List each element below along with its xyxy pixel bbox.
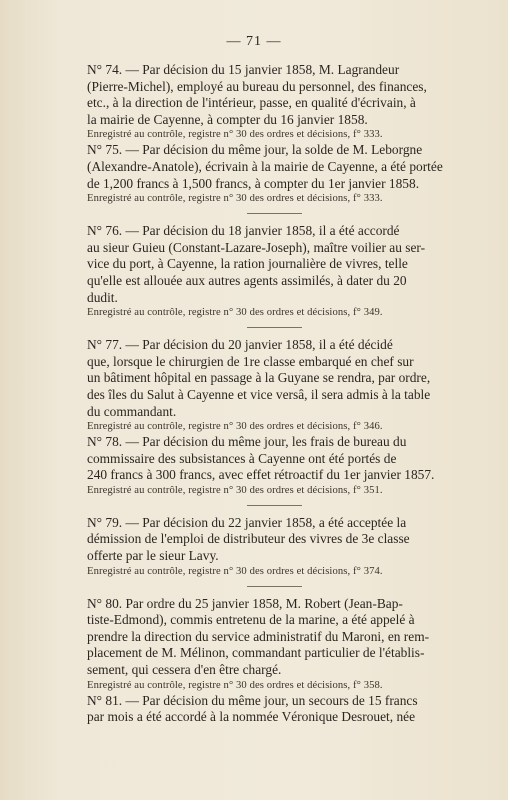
entry-line: prendre la direction du service administratif du Maroni, en rem- bbox=[87, 628, 430, 644]
registration-note: Enregistré au contrôle, registre n° 30 des ordres et décisions, f° 351. bbox=[87, 484, 383, 496]
entry-line: de 1,200 francs à 1,500 francs, à compter du 1er janvier 1858. bbox=[87, 175, 420, 191]
separator-rule bbox=[247, 327, 302, 328]
entry-line: sement, qui cessera d'en être chargé. bbox=[87, 662, 282, 678]
entry-line: N° 75. — Par décision du même jour, la solde de M. Leborgne bbox=[87, 142, 423, 158]
entry-80 bbox=[87, 596, 461, 693]
entry-line: des îles du Salut à Cayenne et vice versâ, il sera admis à la table bbox=[87, 386, 431, 402]
entry-78 bbox=[87, 434, 461, 498]
entry-line: démission de l'emploi de distributeur des vivres de 3e classe bbox=[87, 531, 410, 547]
entry-line: N° 76. — Par décision du 18 janvier 1858, il a été accordé bbox=[87, 223, 400, 239]
entry-line: la mairie de Cayenne, à compter du 16 janvier 1858. bbox=[87, 111, 368, 127]
entry-line: placement de M. Mélinon, commandant particulier de l'établis- bbox=[87, 645, 425, 661]
entry-76 bbox=[87, 223, 461, 320]
separator-rule bbox=[247, 213, 302, 214]
separator-rule bbox=[247, 505, 302, 506]
registration-note: Enregistré au contrôle, registre n° 30 des ordres et décisions, f° 333. bbox=[87, 193, 383, 205]
entry-line: au sieur Guieu (Constant-Lazare-Joseph), maître voilier au ser- bbox=[87, 239, 426, 255]
entry-line: qu'elle est allouée aux autres agents assimilés, à dater du 20 bbox=[87, 272, 407, 288]
registration-note: Enregistré au contrôle, registre n° 30 des ordres et décisions, f° 333. bbox=[87, 129, 383, 141]
registration-note: Enregistré au contrôle, registre n° 30 des ordres et décisions, f° 349. bbox=[87, 307, 383, 319]
entry-line: un bâtiment hôpital en passage à la Guyane se rendra, par ordre, bbox=[87, 370, 431, 386]
entry-75 bbox=[87, 142, 461, 206]
entry-74 bbox=[87, 62, 461, 142]
entry-77 bbox=[87, 337, 461, 434]
entry-line: N° 79. — Par décision du 22 janvier 1858, a été acceptée la bbox=[87, 514, 407, 530]
document-body bbox=[87, 62, 461, 726]
entry-line: (Pierre-Michel), employé au bureau du personnel, des finances, bbox=[87, 78, 427, 94]
entry-line: N° 80. Par ordre du 25 janvier 1858, M. Robert (Jean-Bap- bbox=[87, 595, 403, 611]
entry-line: etc., à la direction de l'intérieur, passe, en qualité d'écrivain, à bbox=[87, 95, 416, 111]
registration-note: Enregistré au contrôle, registre n° 30 des ordres et décisions, f° 346. bbox=[87, 421, 383, 433]
entry-line: par mois a été accordé à la nommée Véronique Desrouet, née bbox=[87, 709, 416, 725]
entry-line: du commandant. bbox=[87, 403, 177, 419]
entry-line: vice du port, à Cayenne, la ration journalière de vivres, telle bbox=[87, 256, 408, 272]
page-number: — 71 — bbox=[226, 34, 282, 49]
entry-79 bbox=[87, 515, 461, 579]
entry-line: (Alexandre-Anatole), écrivain à la mairie de Cayenne, a été portée bbox=[87, 158, 443, 174]
registration-note: Enregistré au contrôle, registre n° 30 des ordres et décisions, f° 374. bbox=[87, 565, 383, 577]
entry-81 bbox=[87, 693, 461, 726]
separator-rule bbox=[247, 586, 302, 587]
entry-line: N° 74. — Par décision du 15 janvier 1858, M. Lagrandeur bbox=[87, 62, 400, 77]
entry-line: N° 77. — Par décision du 20 janvier 1858, il a été décidé bbox=[87, 337, 393, 353]
registration-note: Enregistré au contrôle, registre n° 30 des ordres et décisions, f° 358. bbox=[87, 679, 383, 691]
entry-line: N° 81. — Par décision du même jour, un secours de 15 francs bbox=[87, 692, 418, 708]
entry-line: dudit. bbox=[87, 289, 118, 305]
entry-line: que, lorsque le chirurgien de 1re classe embarqué en chef sur bbox=[87, 353, 414, 369]
entry-line: offerte par le sieur Lavy. bbox=[87, 548, 219, 564]
entry-line: commissaire des subsistances à Cayenne ont été portés de bbox=[87, 450, 397, 466]
entry-line: N° 78. — Par décision du même jour, les frais de bureau du bbox=[87, 434, 407, 450]
entry-line: 240 francs à 300 francs, avec effet rétroactif du 1er janvier 1857. bbox=[87, 467, 435, 483]
entry-line: tiste-Edmond), commis entretenu de la marine, a été appelé à bbox=[87, 612, 415, 628]
